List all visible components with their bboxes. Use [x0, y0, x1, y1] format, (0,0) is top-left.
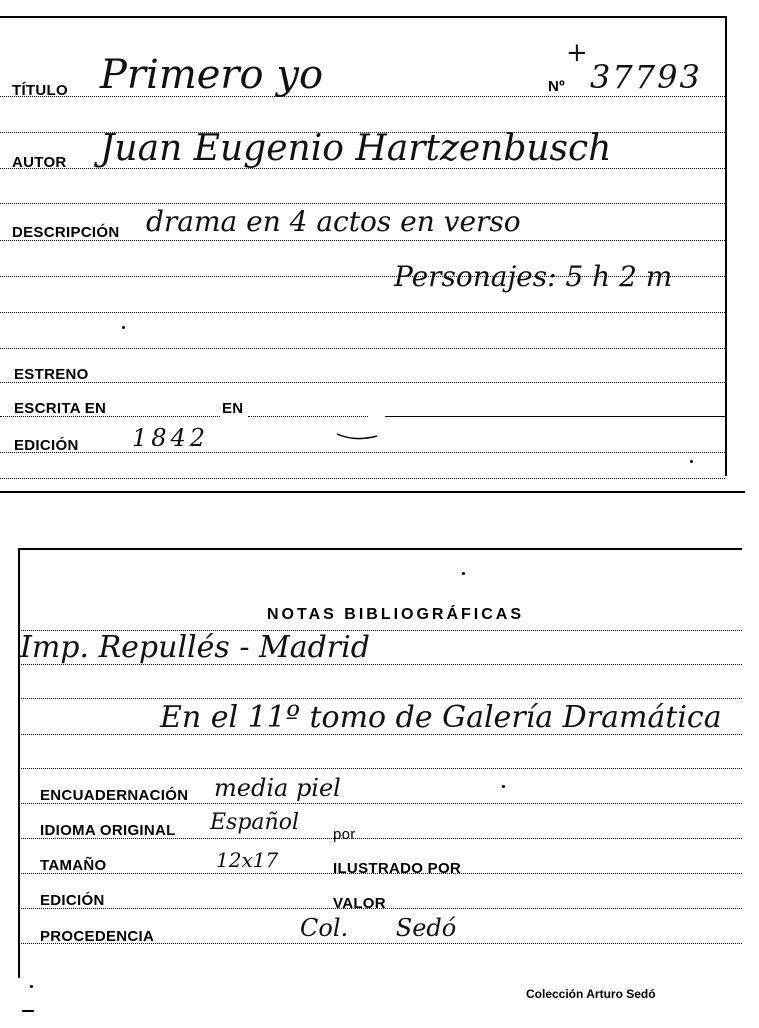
card-back-corner-tick	[22, 1010, 34, 1012]
pen-mark	[335, 430, 380, 442]
card-front-bottom-border	[0, 491, 745, 493]
descripcion-value: drama en 4 actos en verso	[146, 205, 521, 238]
edicion-value: 1842	[132, 424, 210, 452]
edicion-label: EDICIÓN	[14, 437, 79, 454]
por-label: por	[333, 826, 356, 843]
autor-label: AUTOR	[12, 154, 67, 171]
procedencia-value: Col. Sedó	[300, 914, 457, 942]
numero-value: 37793	[590, 58, 702, 96]
autor-value: Juan Eugenio Hartzenbusch	[100, 128, 612, 169]
encuadernacion-value: media piel	[214, 774, 341, 802]
card-front-right-border	[725, 16, 727, 476]
titulo-label: TÍTULO	[12, 82, 68, 99]
card-back-top-border	[18, 548, 742, 550]
titulo-value: Primero yo	[100, 52, 324, 98]
ilustrado-label: ILUSTRADO POR	[333, 860, 462, 877]
note-line-1: Imp. Repullés - Madrid	[20, 630, 370, 665]
descripcion-label: DESCRIPCIÓN	[12, 224, 120, 241]
encuadernacion-label: ENCUADERNACIÓN	[40, 787, 189, 804]
escrita-label: ESCRITA EN	[14, 400, 107, 417]
edicion-back-label: EDICIÓN	[40, 892, 105, 909]
idioma-label: IDIOMA ORIGINAL	[40, 822, 176, 839]
tamano-label: TAMAÑO	[40, 857, 107, 874]
collection-footer: Colección Arturo Sedó	[526, 987, 656, 1001]
note-line-2: En el 11º tomo de Galería Dramática	[160, 700, 722, 735]
valor-label: VALOR	[333, 895, 386, 912]
numero-mark: +	[566, 38, 588, 68]
procedencia-label: PROCEDENCIA	[40, 928, 155, 945]
notas-heading: NOTAS BIBLIOGRÁFICAS	[267, 606, 525, 623]
card-front-top-border	[0, 16, 727, 18]
idioma-value: Español	[210, 810, 299, 835]
tamano-value: 12x17	[216, 848, 279, 872]
en-label: EN	[222, 400, 244, 417]
card-back-left-border	[18, 548, 20, 978]
personajes-value: Personajes: 5 h 2 m	[394, 260, 673, 293]
estreno-label: ESTRENO	[14, 366, 89, 383]
numero-label: Nº	[548, 78, 565, 95]
